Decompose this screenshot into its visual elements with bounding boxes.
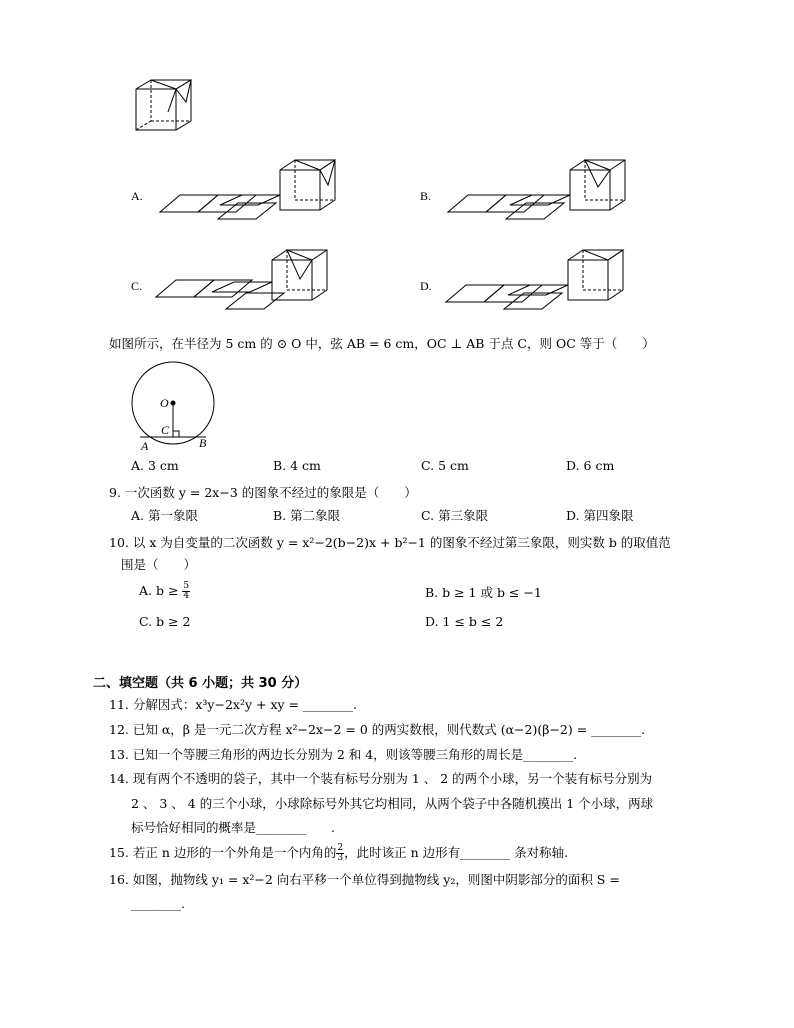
q9-option-b[interactable]: B. 第二象限 <box>273 508 341 523</box>
q10-option-a-den: 4 <box>183 591 190 601</box>
q15-prefix: 15. 若正 n 边形的一个外角是一个内角的 <box>109 845 337 860</box>
q8-circle-figure <box>130 360 220 450</box>
q14-line1: 14. 现有两个不透明的袋子，其中一个装有标号分别为 1 、 2 的两个小球，另一个装有标号分别为 <box>109 771 653 786</box>
q15-suffix: ，此时该正 n 边形有________ 条对称轴. <box>344 845 569 860</box>
q9-option-d[interactable]: D. 第四象限 <box>566 508 634 523</box>
q8-option-d[interactable]: D. 6 cm <box>566 458 615 473</box>
q7-net-a <box>150 155 350 225</box>
q16-line2: ________. <box>131 896 185 911</box>
q15-frac-num: 2 <box>337 843 344 853</box>
q15-frac-den: 3 <box>337 853 344 863</box>
q10-option-c[interactable]: C. b ≥ 2 <box>139 614 191 629</box>
q7-option-a[interactable]: A. <box>131 189 143 203</box>
q9-text: 9. 一次函数 y = 2x−3 的图象不经过的象限是（ ） <box>109 485 417 500</box>
q10-option-a-num: 5 <box>183 581 190 591</box>
q14-line2: 2 、 3 、 4 的三个小球，小球除标号外其它均相同，从两个袋子中各随机摸出 1 个小球，两球 <box>131 796 654 811</box>
q8-label-o: O <box>160 396 169 410</box>
q14-line3: 标号恰好相同的概率是________ . <box>131 820 335 835</box>
q8-option-b[interactable]: B. 4 cm <box>273 458 321 473</box>
q10-option-d[interactable]: D. 1 ≤ b ≤ 2 <box>425 614 504 629</box>
q10-line2: 围是（ ） <box>121 557 197 572</box>
q10-option-a-prefix: A. b ≥ <box>139 583 179 598</box>
q11-text: 11. 分解因式：x³y−2x²y + xy = ________. <box>109 697 357 712</box>
q15-fraction <box>336 844 344 863</box>
q8-option-c[interactable]: C. 5 cm <box>421 458 469 473</box>
q10-option-b[interactable]: B. b ≥ 1 或 b ≤ −1 <box>425 585 542 600</box>
q7-net-c <box>150 245 350 315</box>
q7-net-d <box>440 245 640 315</box>
q9-option-c[interactable]: C. 第三象限 <box>421 508 489 523</box>
section2-heading: 二、填空题（共 6 小题；共 30 分） <box>93 676 308 691</box>
q7-option-b[interactable]: B. <box>420 189 432 203</box>
q7-option-d[interactable]: D. <box>420 279 432 293</box>
q7-option-c[interactable]: C. <box>131 279 143 293</box>
q8-text: 如图所示，在半径为 5 cm 的 ⊙ O 中，弦 AB = 6 cm，OC ⊥ AB 于点 C，则 OC 等于（ ） <box>109 336 655 351</box>
q16-line1: 16. 如图，抛物线 y₁ = x²−2 向右平移一个单位得到抛物线 y₂，则图中阴影部分的面积 S = <box>109 872 620 887</box>
q7-cube-figure <box>130 80 200 140</box>
q10-option-a[interactable] <box>139 582 190 601</box>
q12-text: 12. 已知 α，β 是一元二次方程 x²−2x−2 = 0 的两实数根，则代数式 (α−2)(β−2) = ________. <box>109 722 646 737</box>
q15-text <box>109 844 568 863</box>
q8-label-c: C <box>161 423 170 437</box>
q8-label-b: B <box>199 436 207 450</box>
q9-option-a[interactable]: A. 第一象限 <box>131 508 198 523</box>
q13-text: 13. 已知一个等腰三角形的两边长分别为 2 和 4，则该等腰三角形的周长是________. <box>109 747 578 762</box>
q10-option-a-fraction <box>182 582 190 601</box>
q8-option-a[interactable]: A. 3 cm <box>131 458 179 473</box>
q7-net-b <box>440 155 640 225</box>
q10-line1: 10. 以 x 为自变量的二次函数 y = x²−2(b−2)x + b²−1 的图象不经过第三象限，则实数 b 的取值范 <box>109 535 671 550</box>
q8-label-a: A <box>141 439 149 453</box>
